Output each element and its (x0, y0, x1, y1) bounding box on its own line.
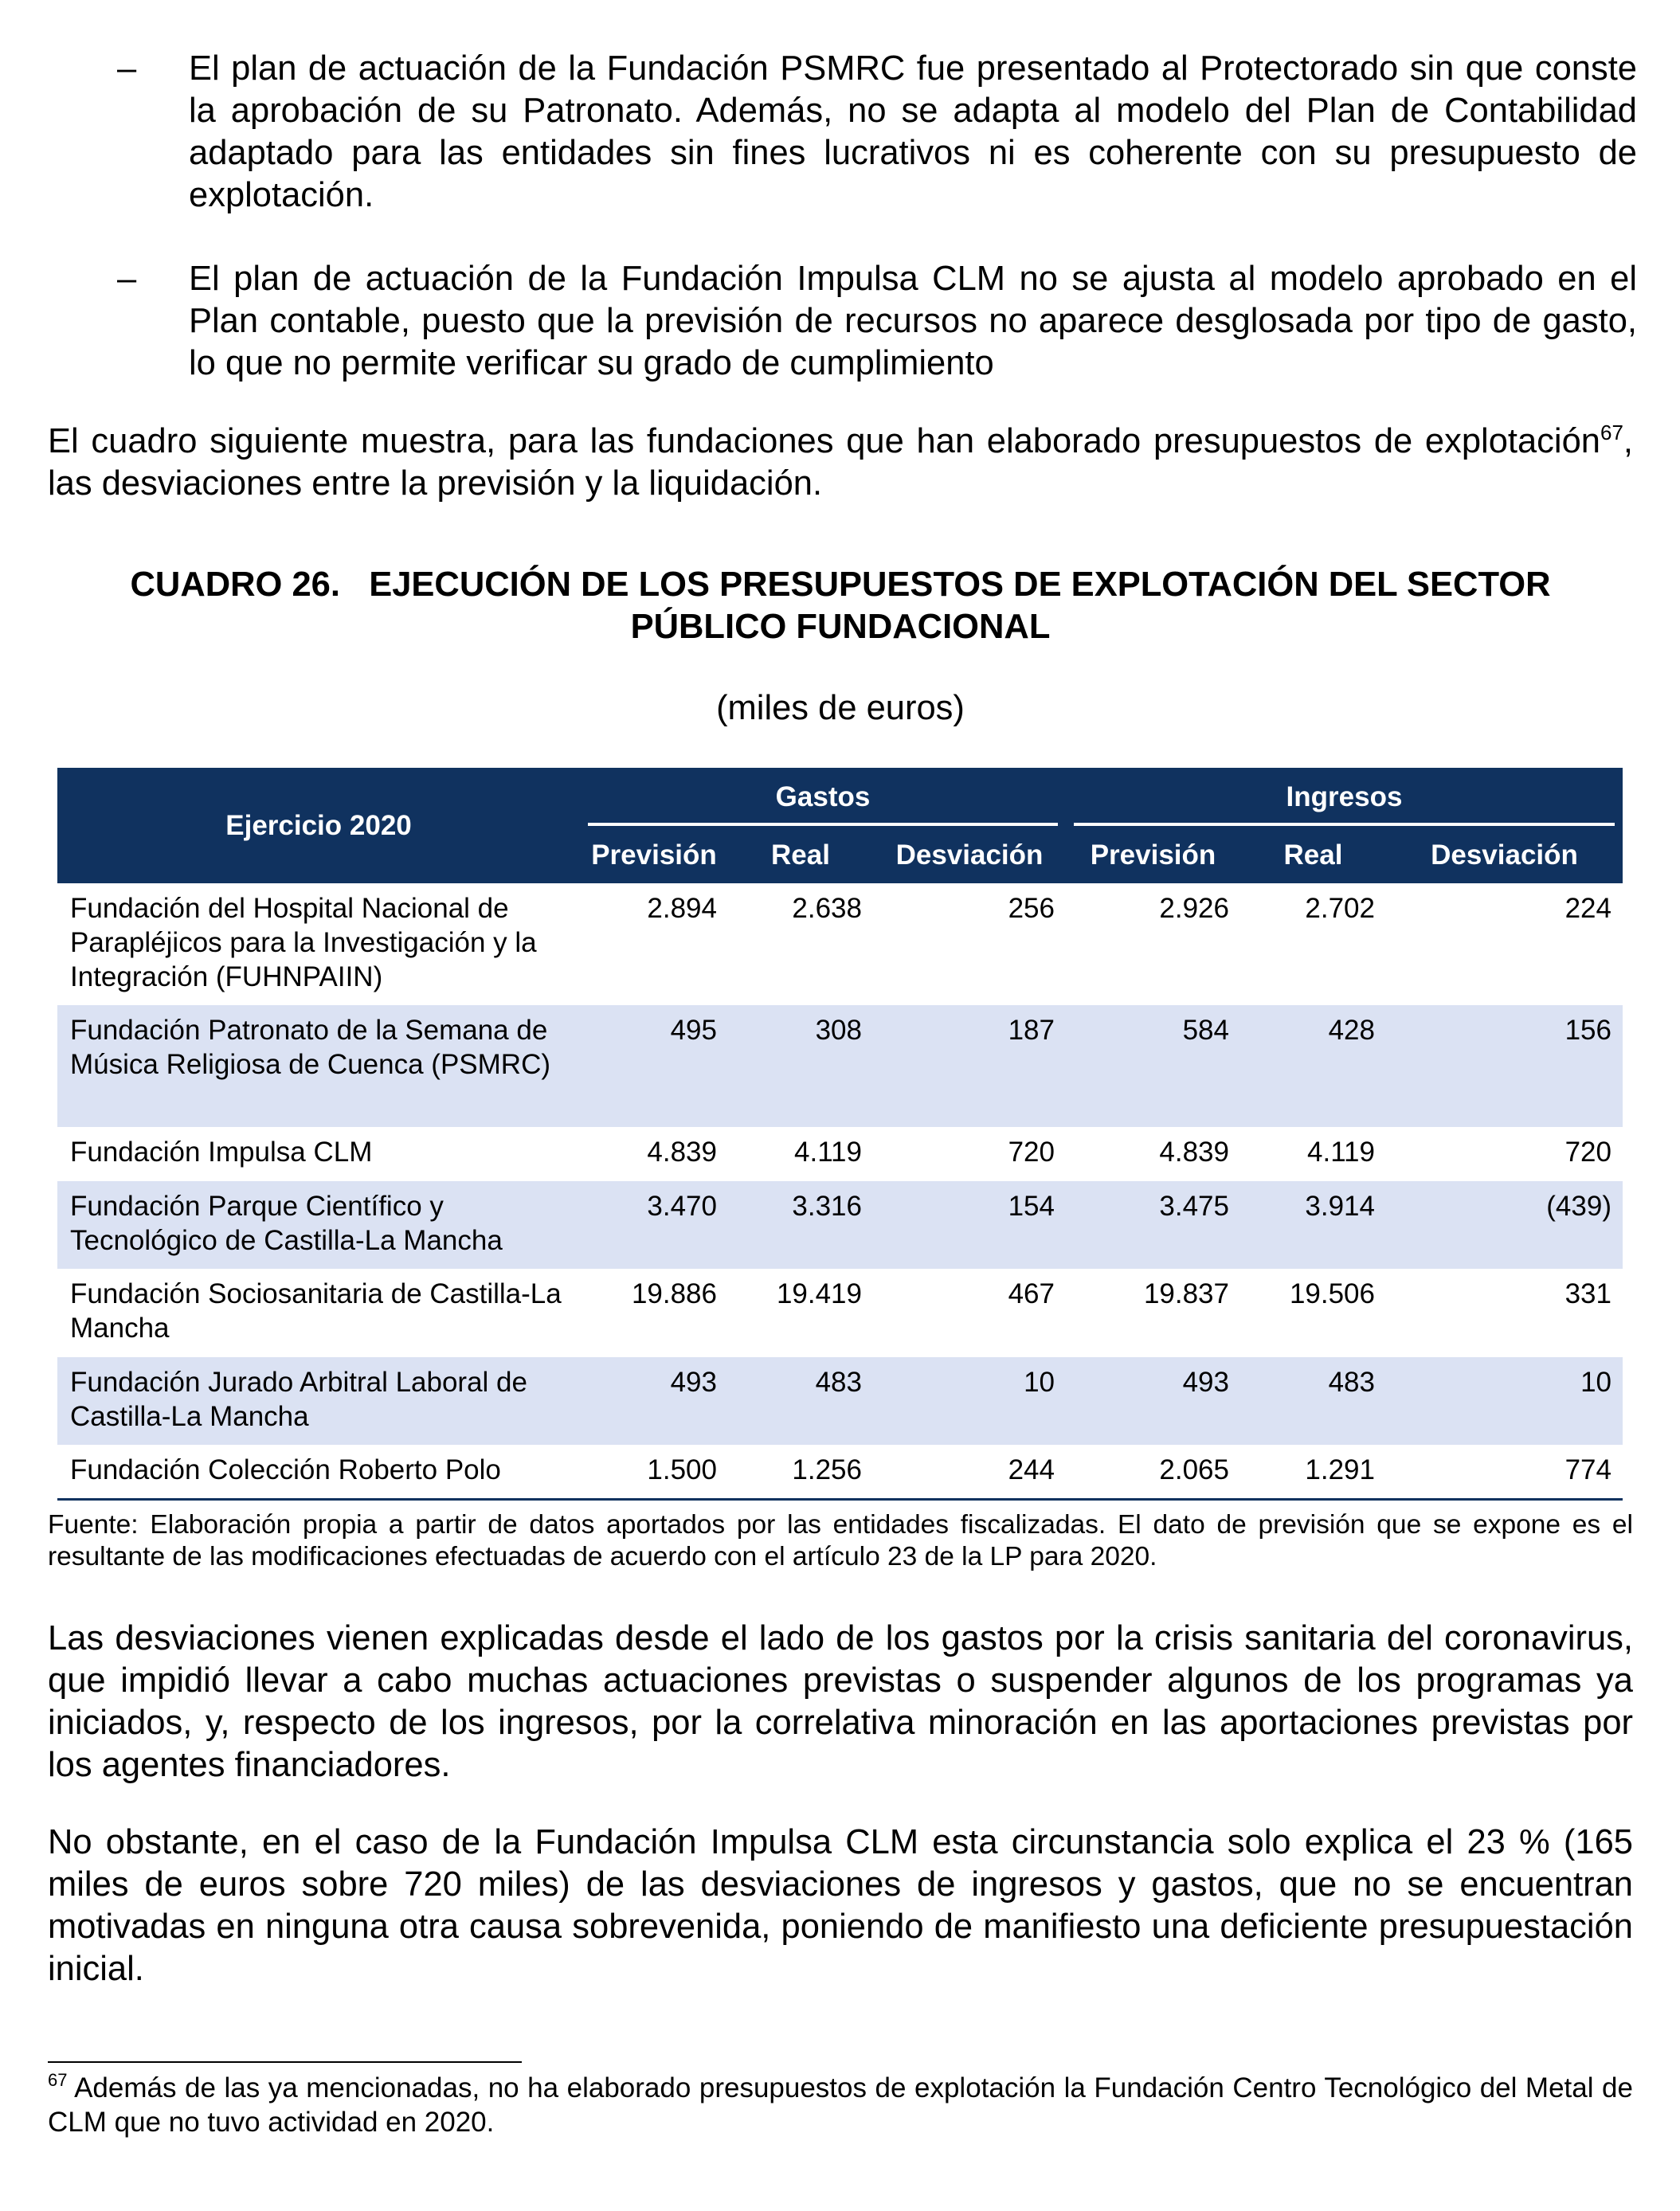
ingresos-prevision: 493 (1066, 1357, 1240, 1445)
body-paragraph-2: No obstante, en el caso de la Fundación Impulsa CLM esta circunstancia solo explica el 23 % (165 miles de euros sobre 720 miles) de las desviaciones de ingresos y gastos, que no se encuentran motivadas en ninguna otra causa sobrevenida, poniendo de manifiesto una deficiente presupuestación inicial. (48, 1823, 1633, 1988)
gastos-desviacion: 467 (1008, 1278, 1055, 1309)
gastos-prevision: 493 (580, 1357, 728, 1445)
gastos-desviacion: 187 (873, 1005, 1066, 1127)
ingresos-prevision-header: Previsión (1066, 826, 1240, 883)
table-row (57, 1127, 1623, 1181)
gastos-desviacion: 256 (1008, 893, 1055, 924)
bullet-dash: – (117, 260, 137, 298)
table-row (57, 1357, 1623, 1445)
ingresos-real-header: Real (1240, 826, 1386, 883)
foundation-name: Fundación Impulsa CLM (70, 1137, 373, 1168)
ingresos-prevision: 4.839 (1159, 1137, 1229, 1168)
gastos-real: 2.638 (792, 893, 862, 924)
ingresos-real: 483 (1240, 1357, 1386, 1445)
gastos-prevision: 495 (580, 1005, 728, 1127)
footnote-number: 67 (48, 2070, 68, 2090)
ingresos-desviacion: 331 (1564, 1278, 1611, 1309)
ingresos-group-header: Ingresos (1066, 768, 1623, 826)
ingresos-prevision: 2.926 (1159, 893, 1229, 924)
foundation-name: Fundación Jurado Arbitral Laboral de Castilla-La Mancha (57, 1357, 580, 1445)
ingresos-real: 4.119 (1307, 1137, 1375, 1168)
ingresos-real: 3.914 (1240, 1181, 1386, 1269)
foundation-name: Fundación Colección Roberto Polo (57, 1445, 580, 1499)
footnote-separator (48, 2061, 522, 2063)
table-caption-line2: PÚBLICO FUNDACIONAL (630, 608, 1051, 646)
ingresos-real: 19.506 (1289, 1278, 1375, 1309)
ingresos-desviacion: 156 (1386, 1005, 1623, 1127)
gastos-real: 19.419 (776, 1278, 862, 1309)
table-caption (48, 564, 1633, 648)
table-row (57, 1269, 1623, 1357)
gastos-desviacion-header: Desviación (873, 826, 1066, 883)
footnote-text: Además de las ya mencionadas, no ha elaborado presupuestos de explotación la Fundación Centro Tecnológico del Metal de CLM que no tuvo actividad en 2020. (48, 2072, 1633, 2138)
gastos-prevision: 4.839 (647, 1137, 717, 1168)
table-source-note: Fuente: Elaboración propia a partir de datos aportados por las entidades fiscalizadas. El dato de previsión que se expone es el resultante de las modificaciones efectuadas de acuerdo con el artículo 23 de la LP para 2020. (48, 1510, 1633, 1571)
gastos-prevision-header: Previsión (580, 826, 728, 883)
foundation-name: Fundación Patronato de la Semana de Música Religiosa de Cuenca (PSMRC) (57, 1005, 580, 1127)
ingresos-desviacion-header: Desviación (1386, 826, 1623, 883)
table-row (57, 1181, 1623, 1269)
gastos-real: 1.256 (728, 1445, 873, 1499)
bullet-dash: – (117, 49, 137, 88)
gastos-real: 308 (728, 1005, 873, 1127)
gastos-desviacion: 720 (1008, 1137, 1055, 1168)
ingresos-desviacion: 10 (1386, 1357, 1623, 1445)
bullet-text: El plan de actuación de la Fundación Impulsa CLM no se ajusta al modelo aprobado en el Plan contable, puesto que la previsión de recursos no aparece desglosada por tipo de gasto, lo que no permite verificar su grado de cumplimiento (189, 260, 1637, 382)
bullet-text: El plan de actuación de la Fundación PSMRC fue presentado al Protectorado sin que conste la aprobación de su Patronato. Además, no se adapta al modelo del Plan de Contabilidad adaptado para las entidades sin fines lucrativos ni es coherente con su presupuesto de explotación. (189, 49, 1637, 214)
ingresos-desviacion: (439) (1386, 1181, 1623, 1269)
ingresos-prevision: 2.065 (1066, 1445, 1240, 1499)
bullet-item-psmrc (117, 48, 1637, 217)
ingresos-desviacion: 720 (1564, 1137, 1611, 1168)
table-row (57, 1445, 1623, 1499)
footnote-ref[interactable]: 67 (1600, 421, 1623, 444)
foundation-name: Fundación Parque Científico y Tecnológico de Castilla-La Mancha (57, 1181, 580, 1269)
ingresos-prevision: 3.475 (1066, 1181, 1240, 1269)
foundation-name: Fundación Sociosanitaria de Castilla-La Mancha (70, 1278, 562, 1344)
ingresos-underline (1074, 823, 1615, 826)
gastos-real: 4.119 (794, 1137, 862, 1168)
ingresos-desviacion: 224 (1564, 893, 1611, 924)
table-caption-line1: CUADRO 26. EJECUCIÓN DE LOS PRESUPUESTOS DE EXPLOTACIÓN DEL SECTOR (130, 565, 1551, 604)
ingresos-desviacion: 774 (1386, 1445, 1623, 1499)
gastos-desviacion: 154 (873, 1181, 1066, 1269)
gastos-real: 483 (728, 1357, 873, 1445)
gastos-real: 3.316 (728, 1181, 873, 1269)
body-paragraph-1: Las desviaciones vienen explicadas desde el lado de los gastos por la crisis sanitaria del coronavirus, que impidió llevar a cabo muchas actuaciones previstas o suspender algunos de los programas ya iniciados, y, respecto de los ingresos, por la correlativa minoración en las aportaciones previstas por los agentes financiadores. (48, 1619, 1633, 1784)
gastos-prevision: 3.470 (580, 1181, 728, 1269)
ingresos-prevision: 19.837 (1143, 1278, 1229, 1309)
footnote (48, 2071, 1633, 2139)
gastos-prevision: 2.894 (647, 893, 717, 924)
ingresos-prevision: 584 (1066, 1005, 1240, 1127)
table-row (57, 883, 1623, 1005)
ingresos-real: 1.291 (1240, 1445, 1386, 1499)
gastos-prevision: 19.886 (631, 1278, 717, 1309)
row-label-header: Ejercicio 2020 (57, 768, 580, 883)
gastos-desviacion: 10 (873, 1357, 1066, 1445)
ingresos-real: 428 (1240, 1005, 1386, 1127)
gastos-real-header: Real (728, 826, 873, 883)
gastos-prevision: 1.500 (580, 1445, 728, 1499)
table-row (57, 1005, 1623, 1127)
intro-paragraph: El cuadro siguiente muestra, para las fundaciones que han elaborado presupuestos de explotación$^{67}$, las desviaciones entre la previsión y la liquidación. (48, 421, 1633, 503)
gastos-underline (588, 823, 1058, 826)
budget-execution-table (57, 768, 1623, 1501)
gastos-desviacion: 244 (873, 1445, 1066, 1499)
foundation-name: Fundación del Hospital Nacional de Parapléjicos para la Investigación y la Integración (FUHNPAIIN) (70, 893, 537, 992)
ingresos-real: 2.702 (1305, 893, 1375, 924)
table-units: (miles de euros) (716, 689, 965, 727)
bullet-item-impulsa (117, 258, 1637, 385)
gastos-group-header: Gastos (580, 768, 1066, 826)
